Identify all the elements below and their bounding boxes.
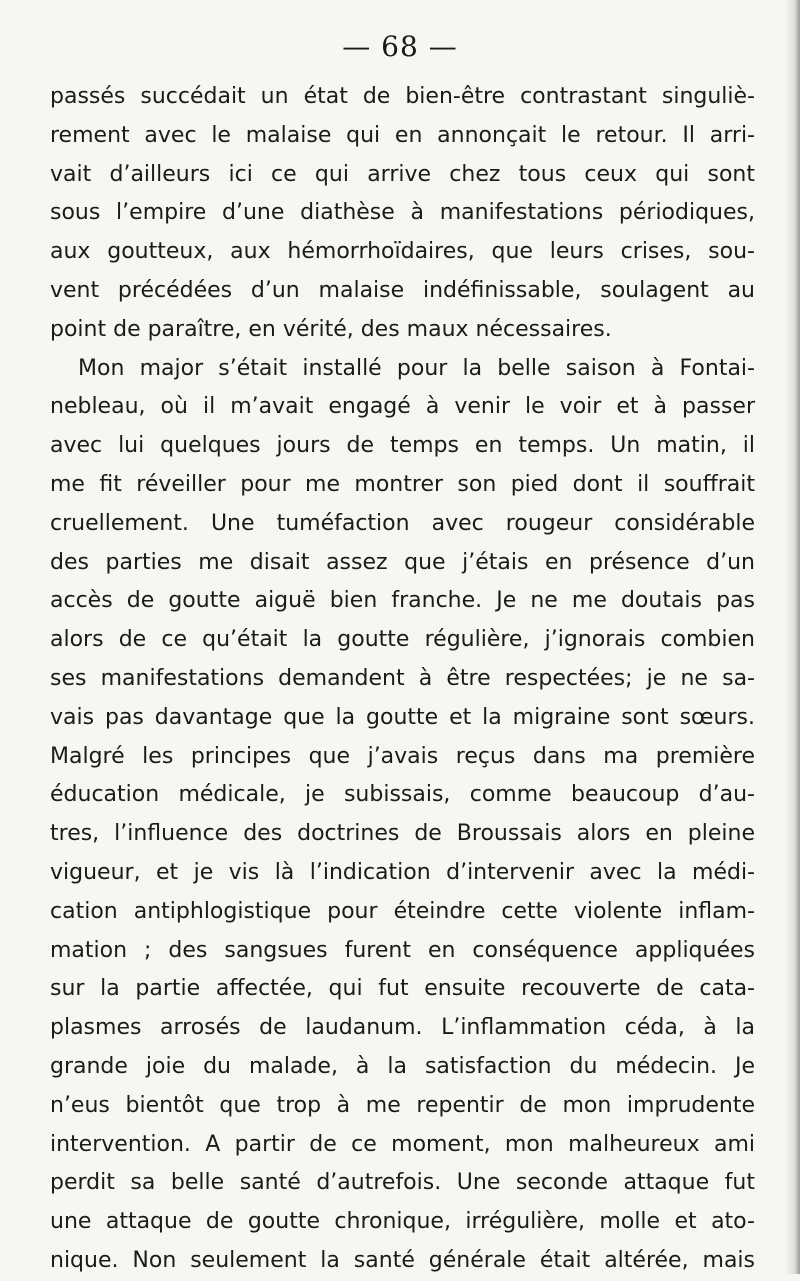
- text-line: perdit sa belle santé d’autrefois. Une seconde attaque fut: [50, 1170, 755, 1196]
- text-line: vais pas davantage que la goutte et la migraine sont sœurs.: [50, 704, 755, 730]
- text-line: une attaque de goutte chronique, irrégulière, molle et ato-: [50, 1209, 755, 1235]
- page-number: — 68 —: [342, 30, 458, 63]
- text-line: tres, l’influence des doctrines de Broussais alors en pleine: [50, 821, 755, 847]
- page-edge-shadow: [786, 0, 800, 1274]
- text-line: plasmes arrosés de laudanum. L’inflammation céda, à la: [50, 1015, 755, 1041]
- text-line: cation antiphlogistique pour éteindre cette violente inflam-: [50, 898, 755, 924]
- text-line: sur la partie affectée, qui fut ensuite recouverte de cata-: [50, 976, 755, 1002]
- text-line: des parties me disait assez que j’étais en présence d’un: [50, 549, 755, 575]
- paragraph-start-line: Mon major s’était installé pour la belle saison à Fontai-: [78, 355, 755, 381]
- text-line: me fit réveiller pour me montrer son pied dont il souffrait: [50, 471, 755, 497]
- text-line: nebleau, où il m’avait engagé à venir le voir et à passer: [50, 394, 755, 420]
- text-line: alors de ce qu’était la goutte régulière, j’ignorais combien: [50, 627, 755, 653]
- body-text: [50, 78, 755, 1281]
- text-line: mation ; des sangsues furent en conséquence appliquées: [50, 937, 755, 963]
- text-line: accès de goutte aiguë bien franche. Je ne me doutais pas: [50, 588, 755, 614]
- text-line: cruellement. Une tuméfaction avec rougeur considérable: [50, 510, 755, 536]
- text-line: vait d’ailleurs ici ce qui arrive chez tous ceux qui sont: [50, 161, 755, 187]
- text-line: intervention. A partir de ce moment, mon malheureux ami: [50, 1131, 755, 1157]
- text-line: point de paraître, en vérité, des maux nécessaires.: [50, 316, 612, 342]
- text-line: aux goutteux, aux hémorrhoïdaires, que leurs crises, sou-: [50, 239, 755, 265]
- text-line: ses manifestations demandent à être respectées; je ne sa-: [50, 665, 755, 691]
- text-line: avec lui quelques jours de temps en temps. Un matin, il: [50, 433, 755, 459]
- text-line: vent précédées d’un malaise indéfinissable, soulagent au: [50, 277, 755, 303]
- text-line: Malgré les principes que j’avais reçus dans ma première: [50, 743, 755, 769]
- text-line: nique. Non seulement la santé générale était altérée, mais: [50, 1247, 755, 1273]
- text-line: grande joie du malade, à la satisfaction du médecin. Je: [50, 1053, 755, 1079]
- text-line: éducation médicale, je subissais, comme beaucoup d’au-: [50, 782, 755, 808]
- text-line: sous l’empire d’une diathèse à manifestations périodiques,: [50, 200, 755, 226]
- text-line: rement avec le malaise qui en annonçait le retour. Il arri-: [50, 122, 755, 148]
- text-line: vigueur, et je vis là l’indication d’intervenir avec la médi-: [50, 859, 755, 885]
- text-line: n’eus bientôt que trop à me repentir de mon imprudente: [50, 1092, 755, 1118]
- text-line: passés succédait un état de bien-être contrastant singuliè-: [50, 84, 755, 109]
